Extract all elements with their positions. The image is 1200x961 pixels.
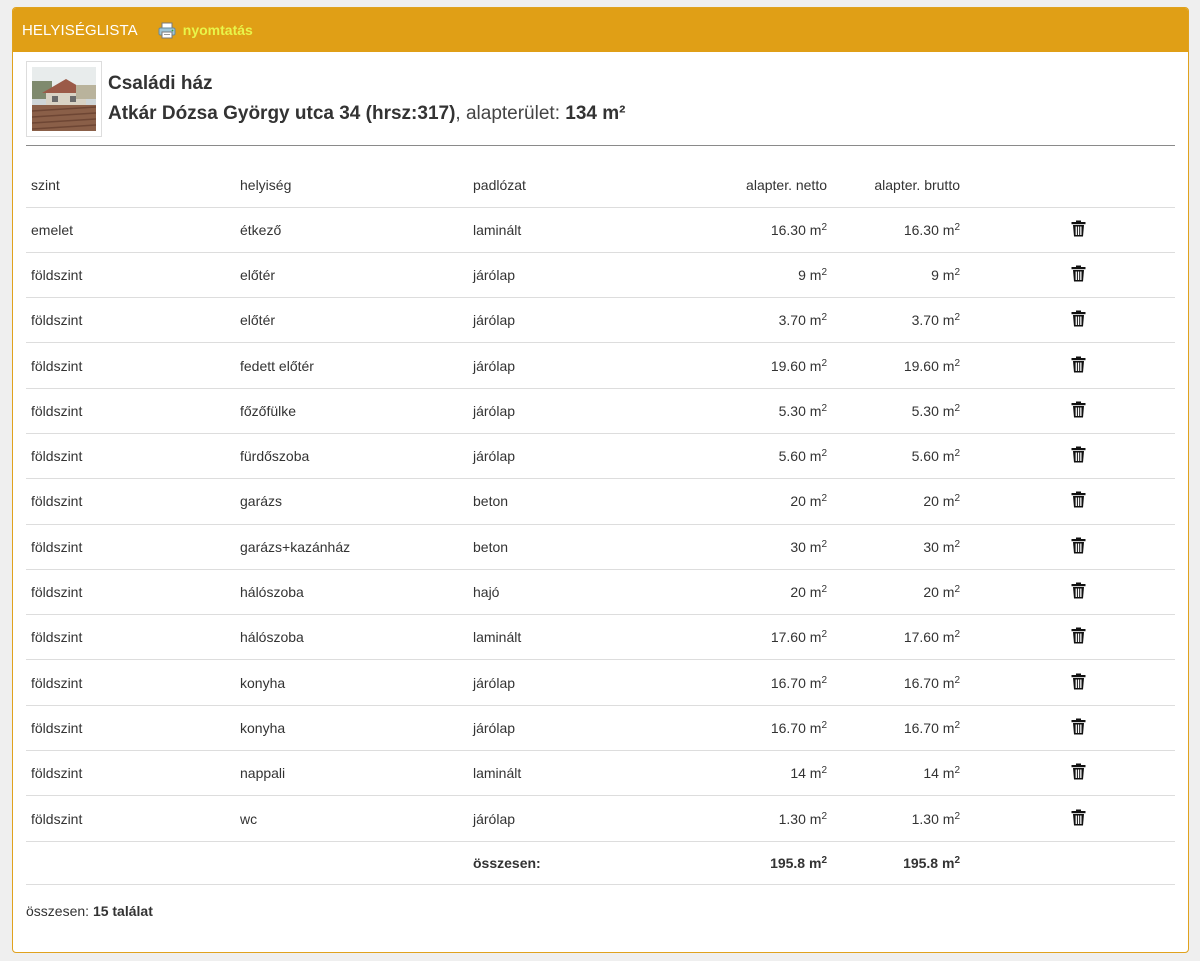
cell-helyiseg: étkező: [235, 207, 468, 252]
cell-brutto: 19.60 $m^2$: [828, 343, 961, 388]
cell-padlozat: járólap: [468, 298, 688, 343]
table-row: [26, 433, 1175, 478]
result-count: [26, 885, 1175, 919]
cell-brutto: 30 $m^2$: [828, 524, 961, 569]
cell-helyiseg: nappali: [235, 751, 468, 796]
column-header-brutto[interactable]: alapter. brutto: [828, 146, 961, 207]
table-header-row: [26, 146, 1175, 207]
cell-szint: földszint: [26, 751, 235, 796]
result-count-value: 15 találat: [92, 902, 153, 919]
cell-brutto: 20 $m^2$: [828, 479, 961, 524]
result-count-label: összesen:: [26, 902, 90, 919]
cell-padlozat: járólap: [468, 433, 688, 478]
trash-icon[interactable]: [1071, 220, 1086, 240]
cell-helyiseg: előtér: [235, 298, 468, 343]
cell-actions: [961, 388, 1175, 433]
table-row: [26, 660, 1175, 705]
property-address-line: [108, 103, 625, 125]
cell-brutto: 16.30 $m^2$: [828, 207, 961, 252]
cell-padlozat: laminált: [468, 751, 688, 796]
cell-helyiseg: fedett előtér: [235, 343, 468, 388]
table-row: [26, 252, 1175, 297]
total-netto: 195.8 $m^2$: [688, 841, 828, 884]
trash-icon[interactable]: [1071, 310, 1086, 330]
cell-helyiseg: előtér: [235, 252, 468, 297]
trash-icon[interactable]: [1071, 673, 1086, 693]
cell-netto: 3.70 $m^2$: [688, 298, 828, 343]
cell-szint: földszint: [26, 298, 235, 343]
cell-brutto: 16.70 $m^2$: [828, 705, 961, 750]
cell-netto: 5.60 $m^2$: [688, 433, 828, 478]
cell-actions: [961, 705, 1175, 750]
table-row: [26, 343, 1175, 388]
cell-padlozat: járólap: [468, 343, 688, 388]
cell-szint: földszint: [26, 388, 235, 433]
cell-actions: [961, 479, 1175, 524]
cell-szint: földszint: [26, 433, 235, 478]
table-row: [26, 796, 1175, 841]
cell-actions: [961, 524, 1175, 569]
property-type: Családi ház: [108, 72, 213, 94]
cell-brutto: 3.70 $m^2$: [828, 298, 961, 343]
cell-actions: [961, 660, 1175, 705]
cell-padlozat: beton: [468, 524, 688, 569]
cell-padlozat: járólap: [468, 252, 688, 297]
cell-brutto: 5.30 $m^2$: [828, 388, 961, 433]
panel-title: HELYISÉGLISTA: [22, 21, 138, 39]
cell-brutto: 5.60 $m^2$: [828, 433, 961, 478]
cell-netto: 16.70 $m^2$: [688, 660, 828, 705]
cell-padlozat: hajó: [468, 569, 688, 614]
panel-header: [13, 8, 1188, 52]
cell-actions: [961, 252, 1175, 297]
trash-icon[interactable]: [1071, 491, 1086, 511]
trash-icon[interactable]: [1071, 446, 1086, 466]
cell-netto: 1.30 $m^2$: [688, 796, 828, 841]
property-summary: [26, 52, 1175, 146]
trash-icon[interactable]: [1071, 627, 1086, 647]
cell-brutto: 17.60 $m^2$: [828, 615, 961, 660]
print-label: nyomtatás: [182, 22, 253, 38]
cell-padlozat: járólap: [468, 705, 688, 750]
table-row: [26, 479, 1175, 524]
cell-actions: [961, 796, 1175, 841]
cell-helyiseg: hálószoba: [235, 569, 468, 614]
room-list-panel: [12, 7, 1189, 953]
cell-actions: [961, 569, 1175, 614]
cell-actions: [961, 298, 1175, 343]
cell-helyiseg: főzőfülke: [235, 388, 468, 433]
cell-actions: [961, 615, 1175, 660]
trash-icon[interactable]: [1071, 582, 1086, 602]
cell-brutto: 9 $m^2$: [828, 252, 961, 297]
area-label: , alapterület:: [455, 102, 560, 124]
printer-icon: [158, 22, 176, 39]
cell-brutto: 16.70 $m^2$: [828, 660, 961, 705]
trash-icon[interactable]: [1071, 718, 1086, 738]
cell-actions: [961, 433, 1175, 478]
trash-icon[interactable]: [1071, 809, 1086, 829]
cell-netto: 5.30 $m^2$: [688, 388, 828, 433]
table-row: [26, 298, 1175, 343]
trash-icon[interactable]: [1071, 401, 1086, 421]
column-header-helyiseg[interactable]: helyiség: [235, 146, 468, 207]
column-header-szint[interactable]: szint: [26, 146, 235, 207]
cell-helyiseg: konyha: [235, 660, 468, 705]
room-table: [26, 146, 1175, 885]
cell-padlozat: laminált: [468, 207, 688, 252]
table-row: [26, 207, 1175, 252]
cell-actions: [961, 751, 1175, 796]
column-header-netto[interactable]: alapter. netto: [688, 146, 828, 207]
table-row: [26, 705, 1175, 750]
cell-padlozat: laminált: [468, 615, 688, 660]
cell-helyiseg: garázs: [235, 479, 468, 524]
cell-padlozat: járólap: [468, 796, 688, 841]
cell-brutto: 20 $m^2$: [828, 569, 961, 614]
cell-actions: [961, 343, 1175, 388]
cell-netto: 19.60 $m^2$: [688, 343, 828, 388]
total-label: összesen:: [468, 841, 688, 884]
cell-szint: földszint: [26, 479, 235, 524]
table-row: [26, 615, 1175, 660]
cell-szint: földszint: [26, 569, 235, 614]
cell-netto: 16.70 $m^2$: [688, 705, 828, 750]
cell-actions: [961, 207, 1175, 252]
cell-netto: 30 $m^2$: [688, 524, 828, 569]
print-link[interactable]: [158, 22, 253, 39]
trash-icon[interactable]: [1071, 537, 1086, 557]
cell-netto: 20 $m^2$: [688, 479, 828, 524]
table-row: [26, 751, 1175, 796]
cell-netto: 16.30 $m^2$: [688, 207, 828, 252]
cell-szint: földszint: [26, 796, 235, 841]
cell-szint: földszint: [26, 252, 235, 297]
trash-icon[interactable]: [1071, 265, 1086, 285]
cell-netto: 14 $m^2$: [688, 751, 828, 796]
cell-szint: emelet: [26, 207, 235, 252]
trash-icon[interactable]: [1071, 356, 1086, 376]
area-value: 134 m²: [565, 102, 626, 124]
property-thumbnail[interactable]: [26, 61, 102, 137]
table-row: [26, 524, 1175, 569]
cell-netto: 17.60 $m^2$: [688, 615, 828, 660]
cell-helyiseg: garázs+kazánház: [235, 524, 468, 569]
cell-szint: földszint: [26, 705, 235, 750]
column-header-actions: [961, 146, 1175, 207]
table-row: [26, 569, 1175, 614]
cell-padlozat: járólap: [468, 388, 688, 433]
cell-helyiseg: konyha: [235, 705, 468, 750]
cell-helyiseg: wc: [235, 796, 468, 841]
cell-helyiseg: fürdőszoba: [235, 433, 468, 478]
cell-helyiseg: hálószoba: [235, 615, 468, 660]
cell-szint: földszint: [26, 660, 235, 705]
cell-netto: 9 $m^2$: [688, 252, 828, 297]
column-header-padlozat[interactable]: padlózat: [468, 146, 688, 207]
cell-szint: földszint: [26, 615, 235, 660]
total-brutto: 195.8 $m^2$: [828, 841, 961, 884]
cell-padlozat: járólap: [468, 660, 688, 705]
total-row: [26, 841, 1175, 884]
table-row: [26, 388, 1175, 433]
cell-szint: földszint: [26, 343, 235, 388]
cell-szint: földszint: [26, 524, 235, 569]
house-photo-icon: [32, 67, 96, 131]
cell-brutto: 1.30 $m^2$: [828, 796, 961, 841]
cell-netto: 20 $m^2$: [688, 569, 828, 614]
trash-icon[interactable]: [1071, 763, 1086, 783]
property-address: Atkár Dózsa György utca 34 (hrsz:317): [108, 102, 456, 124]
cell-padlozat: beton: [468, 479, 688, 524]
cell-brutto: 14 $m^2$: [828, 751, 961, 796]
